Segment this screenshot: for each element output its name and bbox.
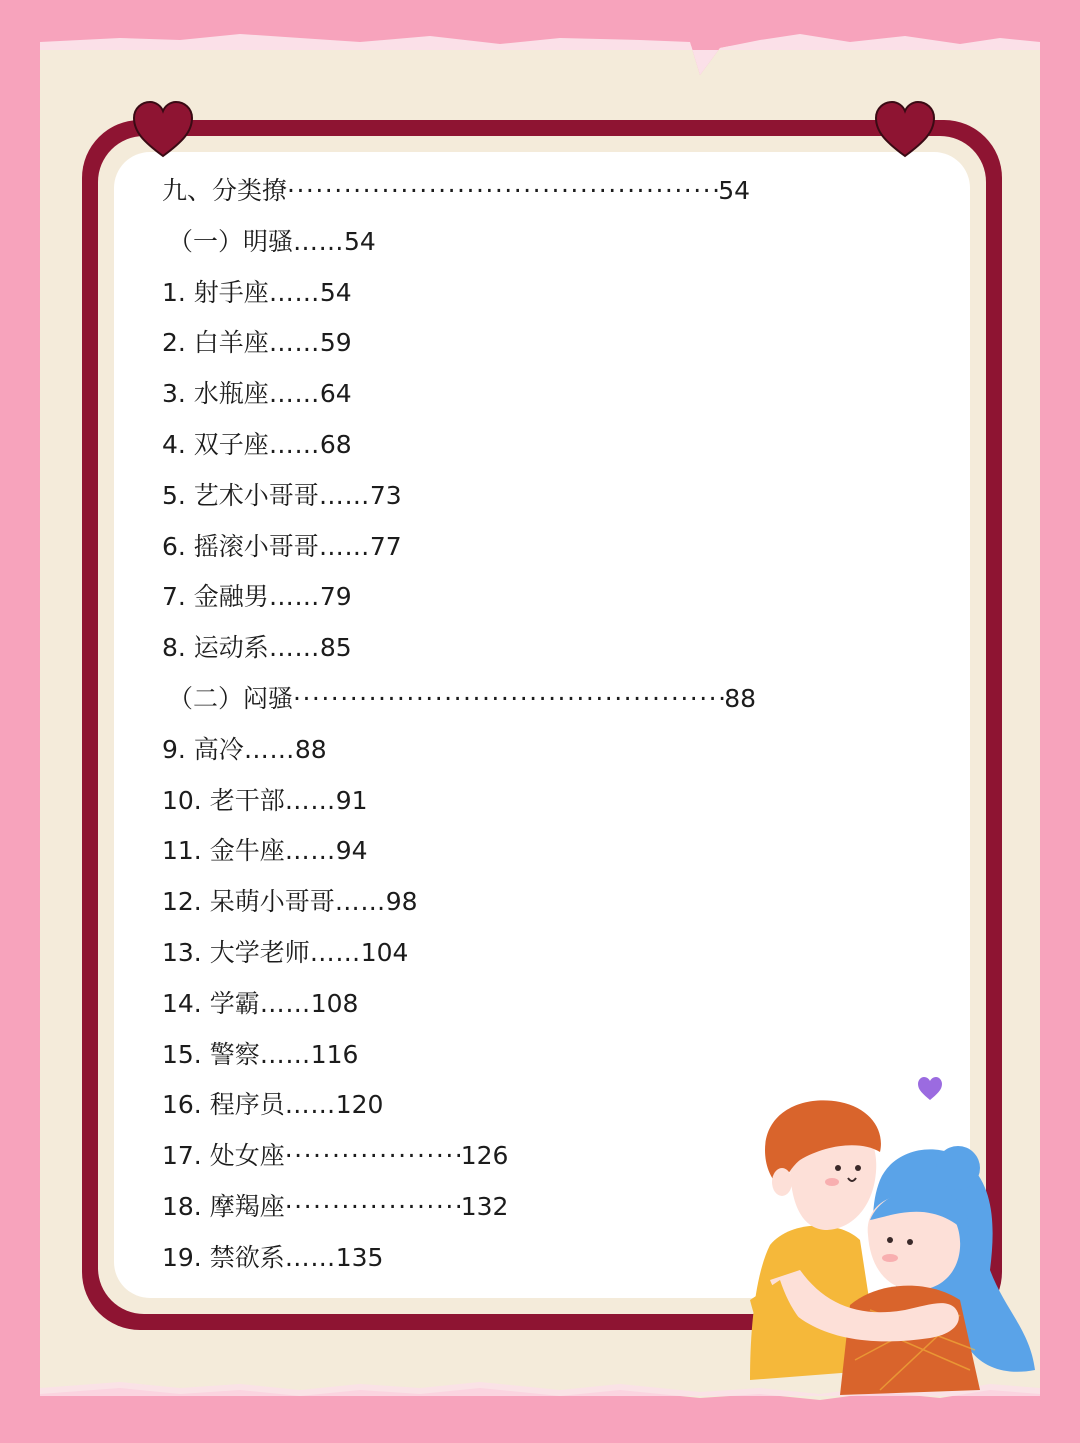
toc-entry-page: 88 (294, 734, 327, 764)
toc-entry-leader: …… (318, 531, 370, 561)
toc-entry-page: 54 (344, 226, 376, 256)
toc-entry (162, 627, 782, 678)
toc-entry-leader: …… (284, 1242, 336, 1272)
toc-entry (162, 322, 782, 373)
toc-entry-title: 15. 警察 (162, 1039, 260, 1069)
toc-entry-page: 126 (460, 1141, 509, 1171)
toc-entry-page: 73 (369, 480, 402, 510)
toc-entry-title: 17. 处女座 (162, 1141, 285, 1171)
toc-entry (162, 424, 782, 475)
toc-entry-title: 11. 金牛座 (162, 836, 285, 866)
toc-entry-leader: …… (268, 277, 320, 307)
toc-entry (162, 272, 782, 323)
toc-entry (162, 1186, 782, 1237)
toc-entry (162, 678, 756, 729)
toc-entry (162, 881, 782, 932)
toc-entry-page: 135 (335, 1242, 384, 1272)
toc-entry-page: 116 (310, 1039, 359, 1069)
toc-entry-leader (293, 678, 724, 720)
toc-entry-leader: …… (293, 226, 345, 256)
toc-entry-page: 77 (369, 531, 402, 561)
toc-entry (162, 373, 782, 424)
toc-entry-leader (285, 1186, 461, 1228)
toc-entry-title: （一）明骚 (168, 226, 294, 256)
toc-entry-page: 64 (319, 379, 352, 409)
toc-entry (162, 221, 782, 272)
toc-entry-leader: …… (268, 328, 320, 358)
torn-paper-top-edge (0, 20, 1080, 100)
toc-entry-leader: …… (284, 836, 336, 866)
toc-entry-page: 88 (724, 683, 756, 713)
toc-entry-title: 3. 水瓶座 (162, 379, 269, 409)
toc-entry-page: 59 (319, 328, 352, 358)
toc-entry-title: 九、分类撩 (162, 176, 288, 205)
toc-entry-leader: …… (318, 480, 370, 510)
toc-entry-page: 120 (335, 1090, 384, 1120)
toc-entry-leader (287, 170, 718, 212)
toc-entry-page: 132 (460, 1191, 509, 1221)
toc-entry-page: 85 (319, 633, 352, 663)
toc-entry-leader: …… (268, 582, 320, 612)
toc-entry (162, 170, 750, 221)
toc-entry (162, 1084, 782, 1135)
toc-entry-leader: …… (259, 1039, 311, 1069)
toc-entry-title: 1. 射手座 (162, 277, 269, 307)
toc-entry-leader: …… (259, 988, 311, 1018)
toc-entry-title: 6. 摇滚小哥哥 (162, 531, 319, 561)
toc-entry (162, 780, 782, 831)
toc-entry-leader: …… (268, 429, 320, 459)
toc-entry-title: 18. 摩羯座 (162, 1191, 285, 1221)
heart-icon (874, 100, 936, 158)
purple-heart-icon (918, 1077, 942, 1100)
toc-entry (162, 576, 782, 627)
toc-entry-page: 98 (385, 887, 418, 917)
toc-entry (162, 729, 782, 780)
toc-entry (162, 1237, 782, 1288)
toc-entry-leader: …… (334, 887, 386, 917)
toc-entry-leader (285, 1135, 461, 1177)
toc-entry-title: 14. 学霸 (162, 988, 260, 1018)
toc-entry-title: 12. 呆萌小哥哥 (162, 887, 335, 917)
toc-entry-page: 79 (319, 582, 352, 612)
toc-entry-title: 19. 禁欲系 (162, 1242, 285, 1272)
toc-entry-title: （二）闷骚 (168, 683, 294, 713)
toc-entry-title: 7. 金融男 (162, 582, 269, 612)
toc-entry-title: 9. 高冷 (162, 734, 244, 764)
table-of-contents (162, 170, 782, 1288)
toc-entry-title: 2. 白羊座 (162, 328, 269, 358)
toc-entry-title: 5. 艺术小哥哥 (162, 480, 319, 510)
couple-illustration (730, 1070, 1050, 1400)
toc-entry-page: 104 (360, 937, 409, 967)
toc-entry (162, 983, 782, 1034)
toc-entry (162, 932, 782, 983)
toc-entry-leader: …… (284, 785, 336, 815)
toc-entry-title: 4. 双子座 (162, 429, 269, 459)
toc-entry-title: 16. 程序员 (162, 1090, 285, 1120)
toc-entry-leader: …… (243, 734, 295, 764)
toc-entry-title: 8. 运动系 (162, 633, 269, 663)
toc-entry-page: 91 (335, 785, 368, 815)
toc-entry-title: 13. 大学老师 (162, 937, 310, 967)
heart-icon (132, 100, 194, 158)
toc-entry (162, 830, 782, 881)
toc-entry-title: 10. 老干部 (162, 785, 285, 815)
toc-entry (162, 1034, 782, 1085)
toc-entry-leader: …… (284, 1090, 336, 1120)
toc-entry (162, 1135, 782, 1186)
toc-entry-page: 68 (319, 429, 352, 459)
toc-entry-page: 94 (335, 836, 368, 866)
toc-entry-page: 54 (319, 277, 352, 307)
toc-entry-page: 54 (718, 176, 750, 205)
toc-entry-leader: …… (268, 633, 320, 663)
toc-entry-leader: …… (309, 937, 361, 967)
toc-entry-leader: …… (268, 379, 320, 409)
toc-entry (162, 526, 782, 577)
toc-entry-page: 108 (310, 988, 359, 1018)
toc-entry (162, 475, 782, 526)
